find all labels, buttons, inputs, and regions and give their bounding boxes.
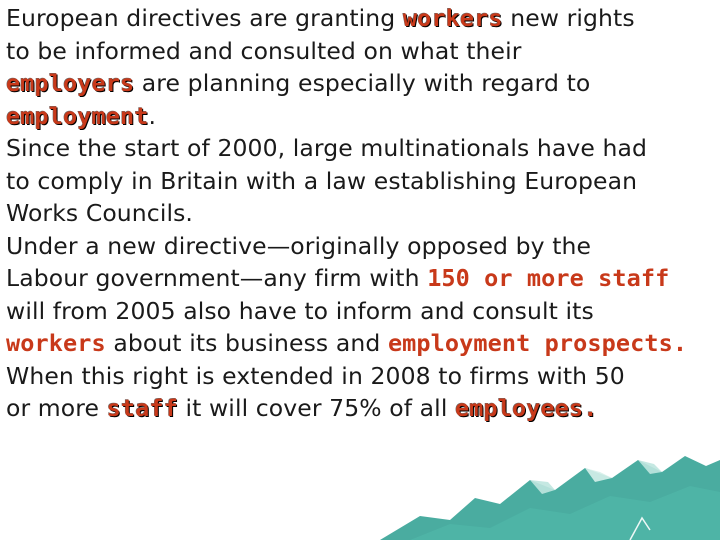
text-line: [6, 230, 718, 263]
highlighted-term: employment: [6, 101, 149, 130]
text-segment: .: [148, 101, 157, 130]
text-segment: European directives are granting: [6, 4, 403, 32]
text-segment: will from 2005 also have to inform and consult its: [6, 296, 594, 325]
highlighted-term: employers: [6, 69, 135, 97]
highlighted-term: workers: [402, 4, 503, 32]
text-segment: are planning especially with regard to: [134, 69, 591, 97]
highlighted-term: employees.: [455, 394, 598, 422]
text-segment: Labour government—any firm with: [6, 264, 428, 292]
text-segment: Under a new directive—originally opposed by the: [6, 231, 592, 260]
text-line: [6, 262, 718, 295]
text-line: [6, 295, 718, 328]
mountain-illustration: [380, 420, 720, 540]
text-line: [6, 327, 718, 360]
text-segment: new rights: [502, 4, 635, 32]
text-line: [6, 100, 718, 133]
highlighted-term: 150 or more staff: [427, 264, 670, 292]
slide-body-text: [6, 2, 718, 425]
highlighted-term: workers: [6, 329, 106, 357]
text-segment: Since the start of 2000, large multinationals have had: [6, 134, 648, 162]
text-segment: Works Councils.: [6, 199, 193, 227]
text-segment: or more: [6, 394, 107, 422]
text-segment: it will cover 75% of all: [177, 394, 456, 422]
text-line: [6, 2, 718, 35]
text-line: [6, 67, 718, 100]
text-segment: When this right is extended in 2008 to firms with 50: [6, 361, 625, 390]
text-segment: about its business and: [105, 329, 388, 357]
text-line: [6, 360, 718, 393]
text-segment: to be informed and consulted on what their: [6, 36, 522, 65]
text-line: [6, 165, 718, 198]
highlighted-term: staff: [106, 394, 178, 422]
highlighted-term: employment prospects.: [387, 329, 688, 357]
text-line: [6, 197, 718, 230]
text-line: [6, 132, 718, 165]
text-segment: to comply in Britain with a law establishing European: [6, 166, 638, 195]
text-line: [6, 35, 718, 68]
